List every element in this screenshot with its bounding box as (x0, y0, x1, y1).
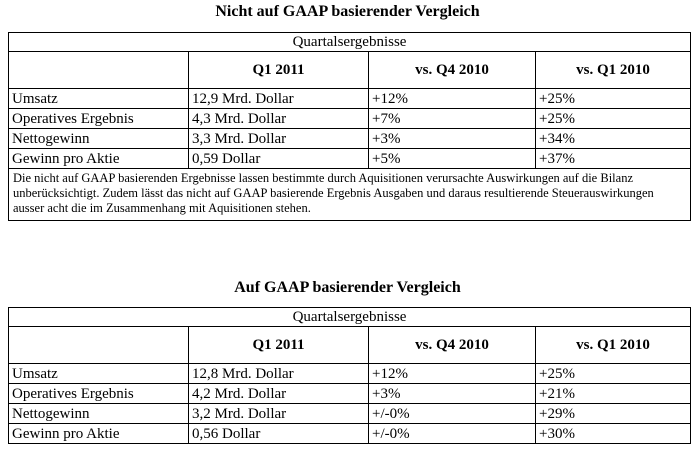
row-label: Operatives Ergebnis (9, 384, 189, 404)
cell-vs-q4-2010: +12% (369, 89, 536, 109)
cell-q1-2011: 3,2 Mrd. Dollar (189, 404, 369, 424)
table1-title: Nicht auf GAAP basierender Vergleich (215, 3, 480, 20)
cell-vs-q4-2010: +3% (369, 384, 536, 404)
column-header-empty (9, 52, 189, 89)
group-header: Quartalsergebnisse (9, 308, 691, 327)
table-row (9, 364, 691, 384)
cell-vs-q1-2010: +25% (536, 364, 691, 384)
column-header-q1-2011: Q1 2011 (189, 52, 369, 89)
column-header-vs-q4-2010: vs. Q4 2010 (369, 327, 536, 364)
cell-q1-2011: 0,56 Dollar (189, 424, 369, 444)
row-label: Umsatz (9, 89, 189, 109)
table-row (9, 384, 691, 404)
column-header-vs-q4-2010: vs. Q4 2010 (369, 52, 536, 89)
cell-vs-q1-2010: +29% (536, 404, 691, 424)
cell-vs-q4-2010: +7% (369, 109, 536, 129)
column-header-row (9, 327, 691, 364)
cell-vs-q1-2010: +25% (536, 89, 691, 109)
table-row (9, 404, 691, 424)
gaap-comparison-table (8, 307, 691, 444)
cell-vs-q4-2010: +/-0% (369, 404, 536, 424)
group-header: Quartalsergebnisse (9, 33, 691, 52)
cell-q1-2011: 12,8 Mrd. Dollar (189, 364, 369, 384)
cell-vs-q1-2010: +34% (536, 129, 691, 149)
cell-vs-q1-2010: +37% (536, 149, 691, 169)
footnote: Die nicht auf GAAP basierenden Ergebnisse lassen bestimmte durch Aquisitionen verursachte Auswirkungen auf die Bilanz unberücksichtigt. Zudem lässt das nicht auf GAAP basierende Ergebnis Ausgaben und daraus resultierende Steuerauswirkungen ausser acht die im Zusammenhang mit Aquisitionen stehen. (9, 169, 691, 221)
cell-vs-q1-2010: +30% (536, 424, 691, 444)
table-row (9, 149, 691, 169)
table-row (9, 424, 691, 444)
non-gaap-comparison-table (8, 32, 691, 221)
cell-vs-q1-2010: +25% (536, 109, 691, 129)
group-header-row (9, 33, 691, 52)
cell-vs-q4-2010: +12% (369, 364, 536, 384)
cell-q1-2011: 3,3 Mrd. Dollar (189, 129, 369, 149)
cell-vs-q4-2010: +3% (369, 129, 536, 149)
row-label: Nettogewinn (9, 129, 189, 149)
column-header-empty (9, 327, 189, 364)
table-row (9, 129, 691, 149)
cell-q1-2011: 12,9 Mrd. Dollar (189, 89, 369, 109)
group-header-row (9, 308, 691, 327)
cell-vs-q4-2010: +/-0% (369, 424, 536, 444)
cell-vs-q4-2010: +5% (369, 149, 536, 169)
column-header-vs-q1-2010: vs. Q1 2010 (536, 52, 691, 89)
table-row (9, 89, 691, 109)
cell-q1-2011: 4,2 Mrd. Dollar (189, 384, 369, 404)
table-row (9, 109, 691, 129)
cell-q1-2011: 4,3 Mrd. Dollar (189, 109, 369, 129)
column-header-q1-2011: Q1 2011 (189, 327, 369, 364)
cell-q1-2011: 0,59 Dollar (189, 149, 369, 169)
row-label: Umsatz (9, 364, 189, 384)
row-label: Gewinn pro Aktie (9, 149, 189, 169)
footnote-row (9, 169, 691, 221)
column-header-row (9, 52, 691, 89)
row-label: Operatives Ergebnis (9, 109, 189, 129)
row-label: Gewinn pro Aktie (9, 424, 189, 444)
row-label: Nettogewinn (9, 404, 189, 424)
column-header-vs-q1-2010: vs. Q1 2010 (536, 327, 691, 364)
cell-vs-q1-2010: +21% (536, 384, 691, 404)
table2-title: Auf GAAP basierender Vergleich (234, 279, 461, 296)
